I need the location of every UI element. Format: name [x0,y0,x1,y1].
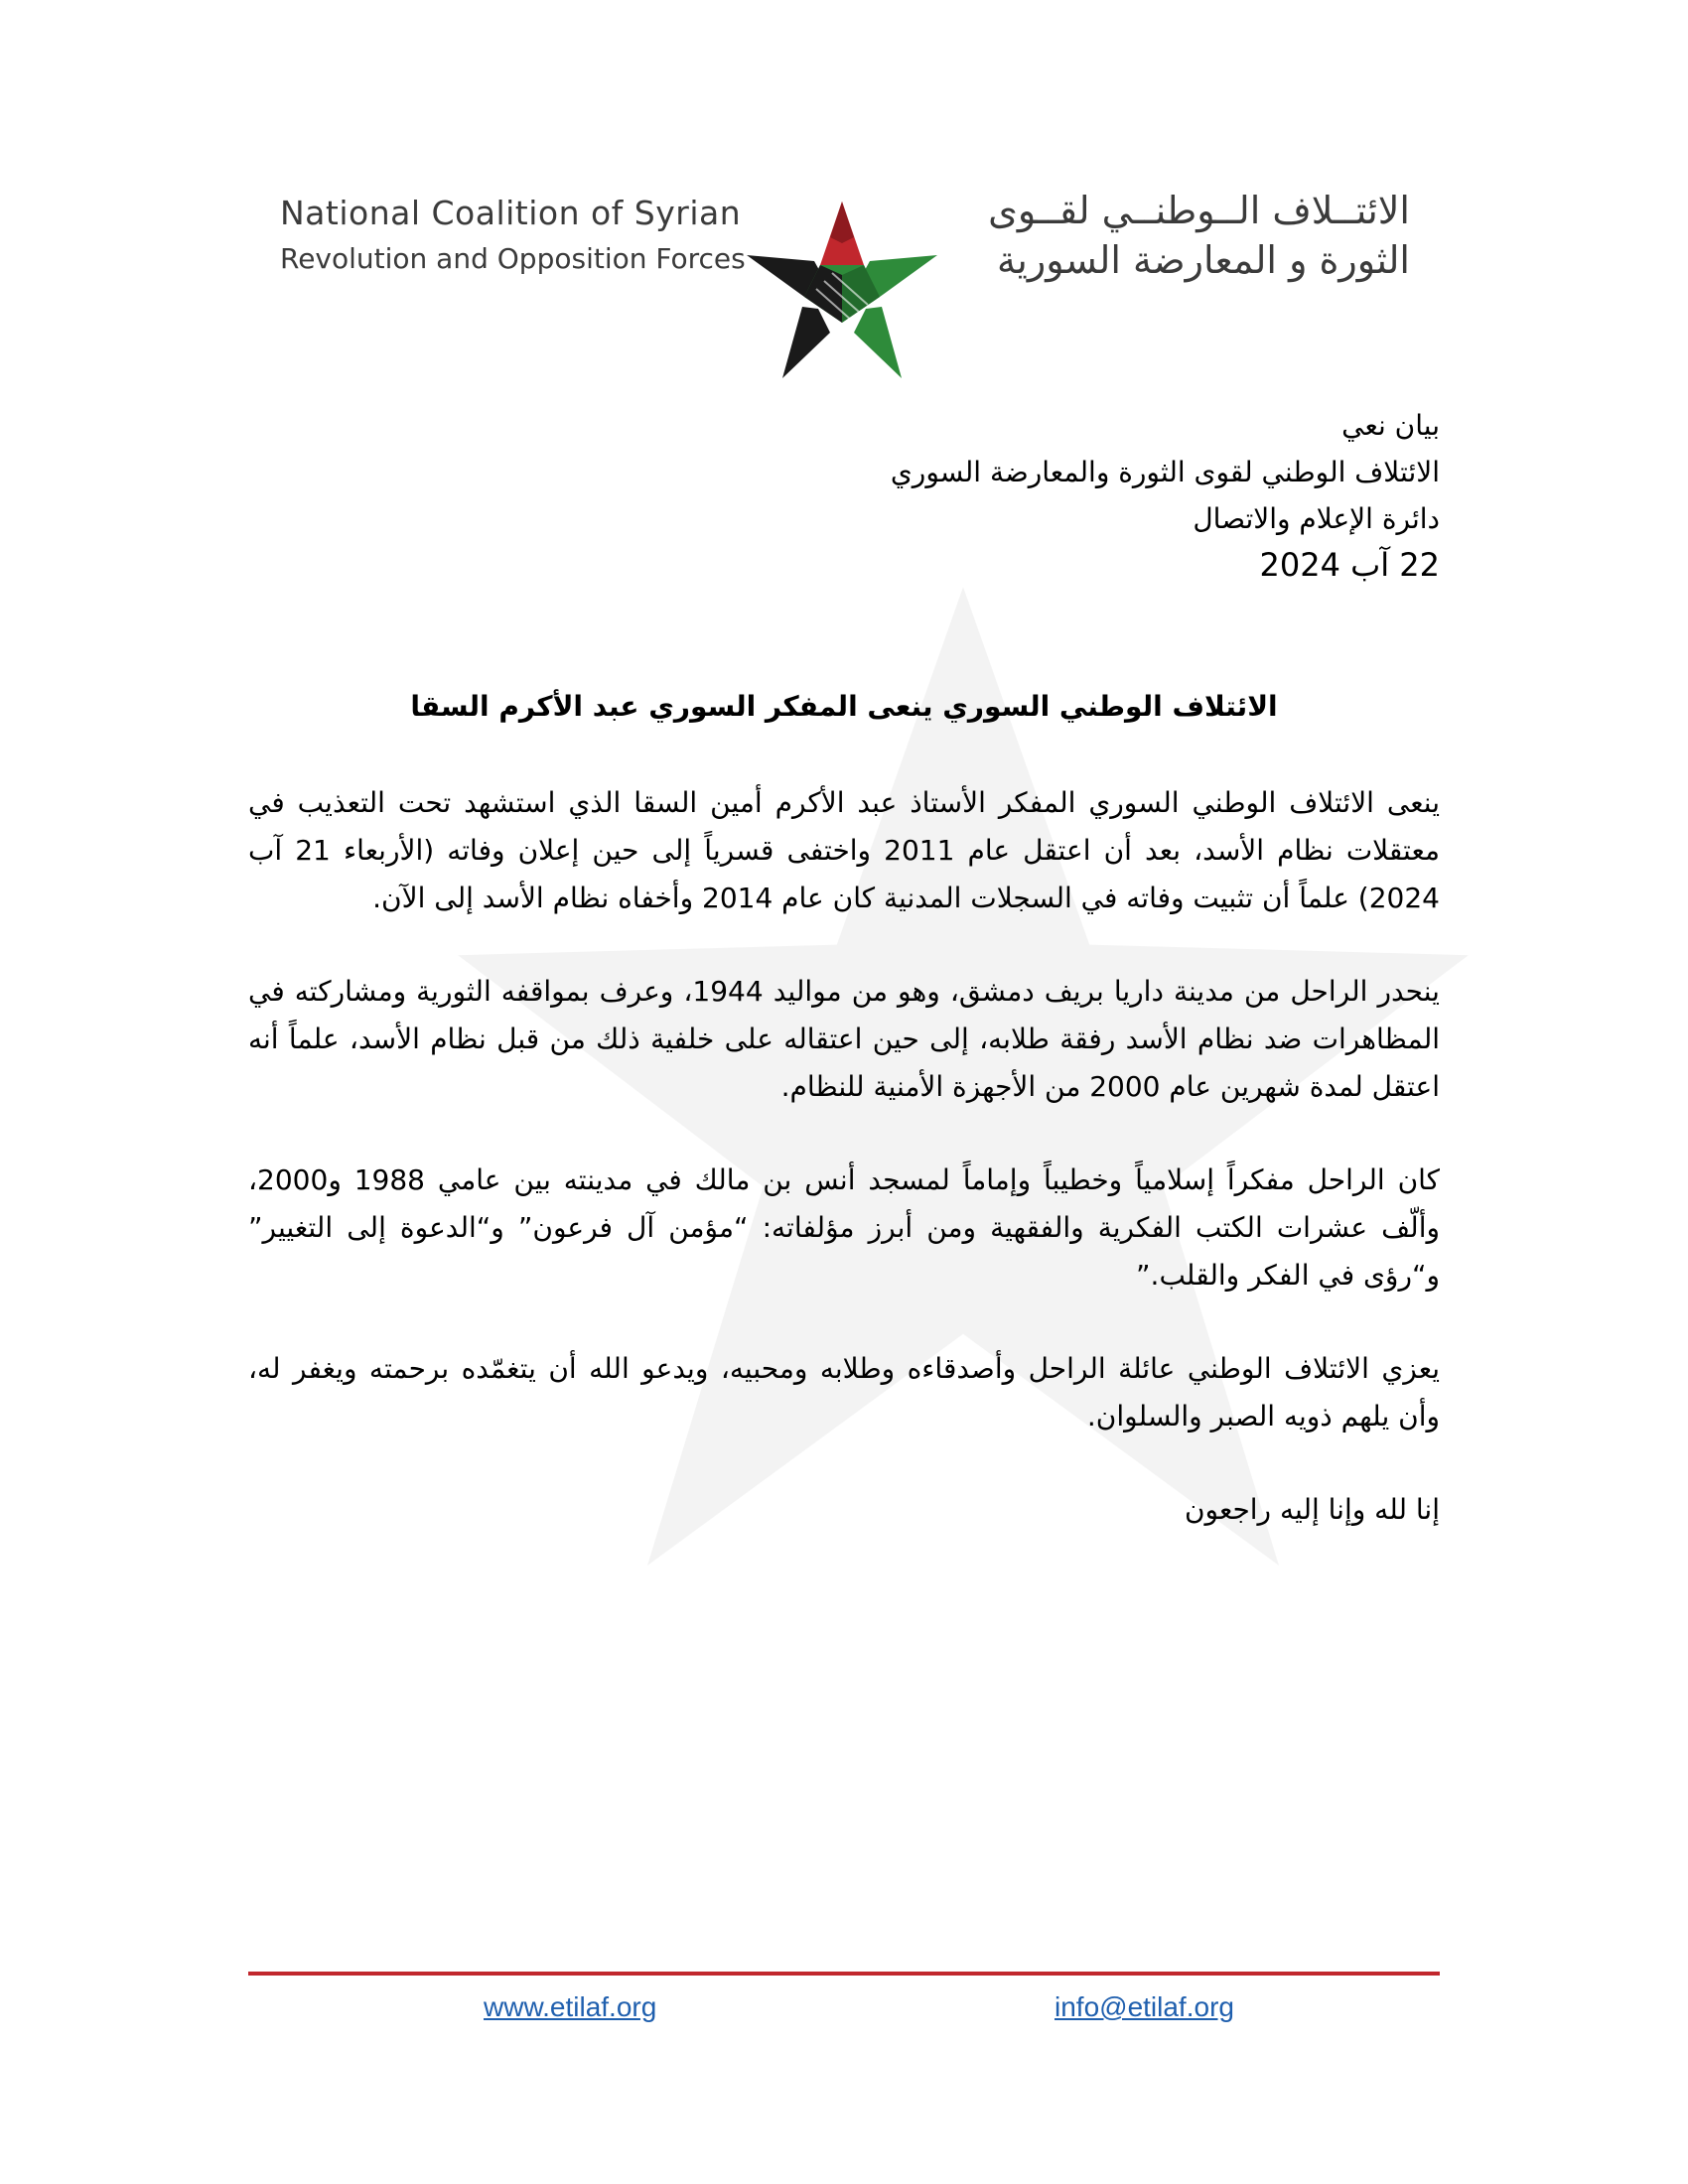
letterhead [0,94,1688,303]
statement-title: الائتلاف الوطني السوري ينعى المفكر السوري عبد الأكرم السقا [410,690,1278,723]
statement-body [248,779,1440,1579]
org-name-arabic-line2: الثورة و المعارضة السورية [996,238,1410,282]
paragraph-3: كان الراحل مفكراً إسلامياً وخطيباً وإماماً لمسجد أنس بن مالك في مدينته بين عامي 1988 و2000، وألّف عشرات الكتب الفكرية والفقهية ومن أبرز مؤلفاته: “مؤمن آل فرعون” و“الدعوة إلى التغيير” و“رؤى في الفكر والقلب.” [248,1163,1441,1292]
footer-divider [248,1972,1440,1976]
org-name-arabic-line1: الائتــلاف الــوطنــي لقــوى [988,189,1410,232]
statement-date: 22 آب 2024 [1259,546,1440,584]
org-name-arabic [943,186,1410,285]
org-name-english [280,194,746,275]
org-name-english-line1: National Coalition of Syrian [280,194,742,232]
paragraph-1: ينعى الائتلاف الوطني السوري المفكر الأستاذ عبد الأكرم أمين السقا الذي استشهد تحت التعذيب في معتقلات نظام الأسد، بعد أن اعتقل عام 2011 واختفى قسرياً إلى حين إعلان وفاته (الأربعاء 21 آب 2024) علماً أن تثبيت وفاته في السجلات المدنية كان عام 2014 وأخفاه نظام الأسد إلى الآن. [248,786,1441,914]
coalition-star-logo-icon [743,194,941,382]
department: دائرة الإعلام والاتصال [1193,502,1440,535]
document-type: بيان نعي [1341,409,1440,442]
issuer: الائتلاف الوطني لقوى الثورة والمعارضة السوري [890,456,1440,488]
paragraph-4: يعزي الائتلاف الوطني عائلة الراحل وأصدقاءه وطلابه ومحبيه، ويدعو الله أن يتغمّده برحمته ويغفر له، وأن يلهم ذويه الصبر والسلوان. [248,1352,1440,1433]
website-link[interactable]: www.etilaf.org [484,1991,657,2022]
email-link[interactable]: info@etilaf.org [1055,1991,1234,2022]
statement-meta [891,402,1440,589]
closing-line: إنا لله وإنا إليه راجعون [1184,1493,1440,1526]
org-name-english-line2: Revolution and Opposition Forces [280,242,746,275]
paragraph-2: ينحدر الراحل من مدينة داريا بريف دمشق، وهو من مواليد 1944، وعرف بمواقفه الثورية ومشاركته في المظاهرات ضد نظام الأسد رفقة طلابه، إلى حين اعتقاله على خلفية ذلك من قبل نظام الأسد، علماً أنه اعتقل لمدة شهرين عام 2000 من الأجهزة الأمنية للنظام. [248,975,1440,1103]
